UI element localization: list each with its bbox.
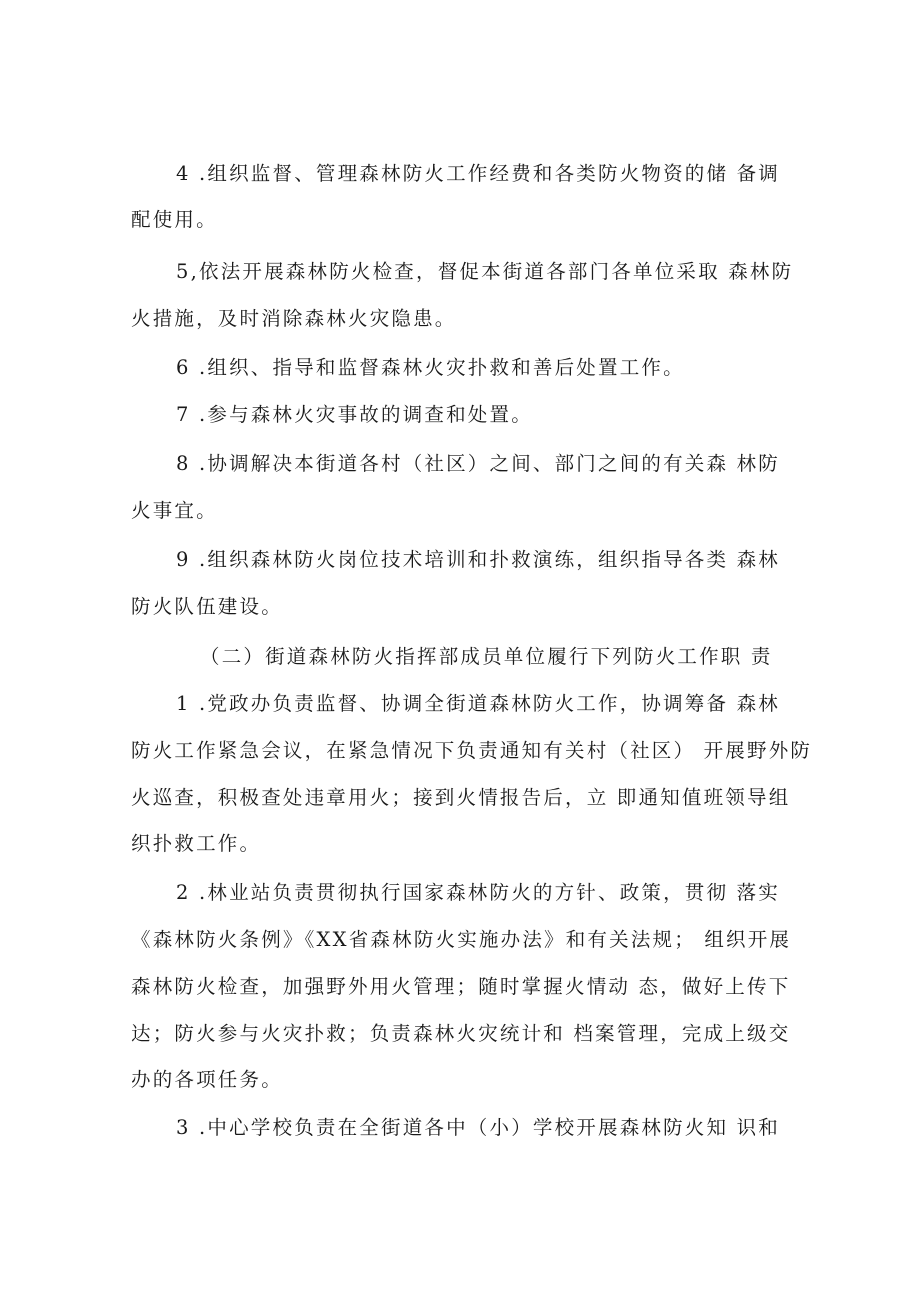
item-2-line-3: 森林防火检查，加强野外用火管理；随时掌握火情动 态，做好上传下 (131, 975, 791, 998)
paragraph-5-line-1: 5,依法开展森林防火检查，督促本街道各部门各单位采取 森林防 (176, 260, 794, 283)
item-3-line-1: 3 .中心学校负责在全街道各中（小）学校开展森林防火知 识和 (176, 1116, 781, 1139)
item-2-line-5: 办的各项任务。 (131, 1068, 283, 1091)
item-1-line-2: 防火工作紧急会议，在紧急情况下负责通知有关村（社区） 开展野外防 (131, 739, 813, 762)
item-1-line-4: 织扑救工作。 (131, 832, 262, 855)
paragraph-9-line-2: 防火队伍建设。 (131, 595, 283, 618)
item-1-line-1: 1 .党政办负责监督、协调全街道森林防火工作，协调筹备 森林 (176, 692, 781, 715)
item-2-line-1: 2 .林业站负责贯彻执行国家森林防火的方针、政策，贯彻 落实 (176, 881, 781, 904)
paragraph-9-line-1: 9 .组织森林防火岗位技术培训和扑救演练，组织指导各类 森林 (176, 548, 781, 571)
paragraph-4-line-2: 配使用。 (131, 208, 218, 231)
item-2-line-4: 达；防火参与火灾扑救；负责森林火灾统计和 档案管理，完成上级交 (131, 1022, 791, 1045)
section-heading: （二）街道森林防火指挥部成员单位履行下列防火工作职 责 (200, 645, 773, 668)
paragraph-8-line-2: 火事宜。 (131, 499, 218, 522)
paragraph-8-line-1: 8 .协调解决本街道各村（社区）之间、部门之间的有关森 林防 (176, 452, 781, 475)
paragraph-5-line-2: 火措施，及时消除森林火灾隐患。 (131, 307, 457, 330)
paragraph-4-line-1: 4 .组织监督、管理森林防火工作经费和各类防火物资的储 备调 (176, 162, 781, 185)
item-2-line-2: 《森林防火条例》《XX省森林防火实施办法》和有关法规； 组织开展 (131, 928, 792, 951)
paragraph-7: 7 .参与森林火灾事故的调查和处置。 (176, 403, 533, 426)
item-1-line-3: 火巡查，积极查处违章用火；接到火情报告后，立 即通知值班领导组 (131, 786, 791, 809)
paragraph-6: 6 .组织、指导和监督森林火灾扑救和善后处置工作。 (176, 356, 685, 379)
